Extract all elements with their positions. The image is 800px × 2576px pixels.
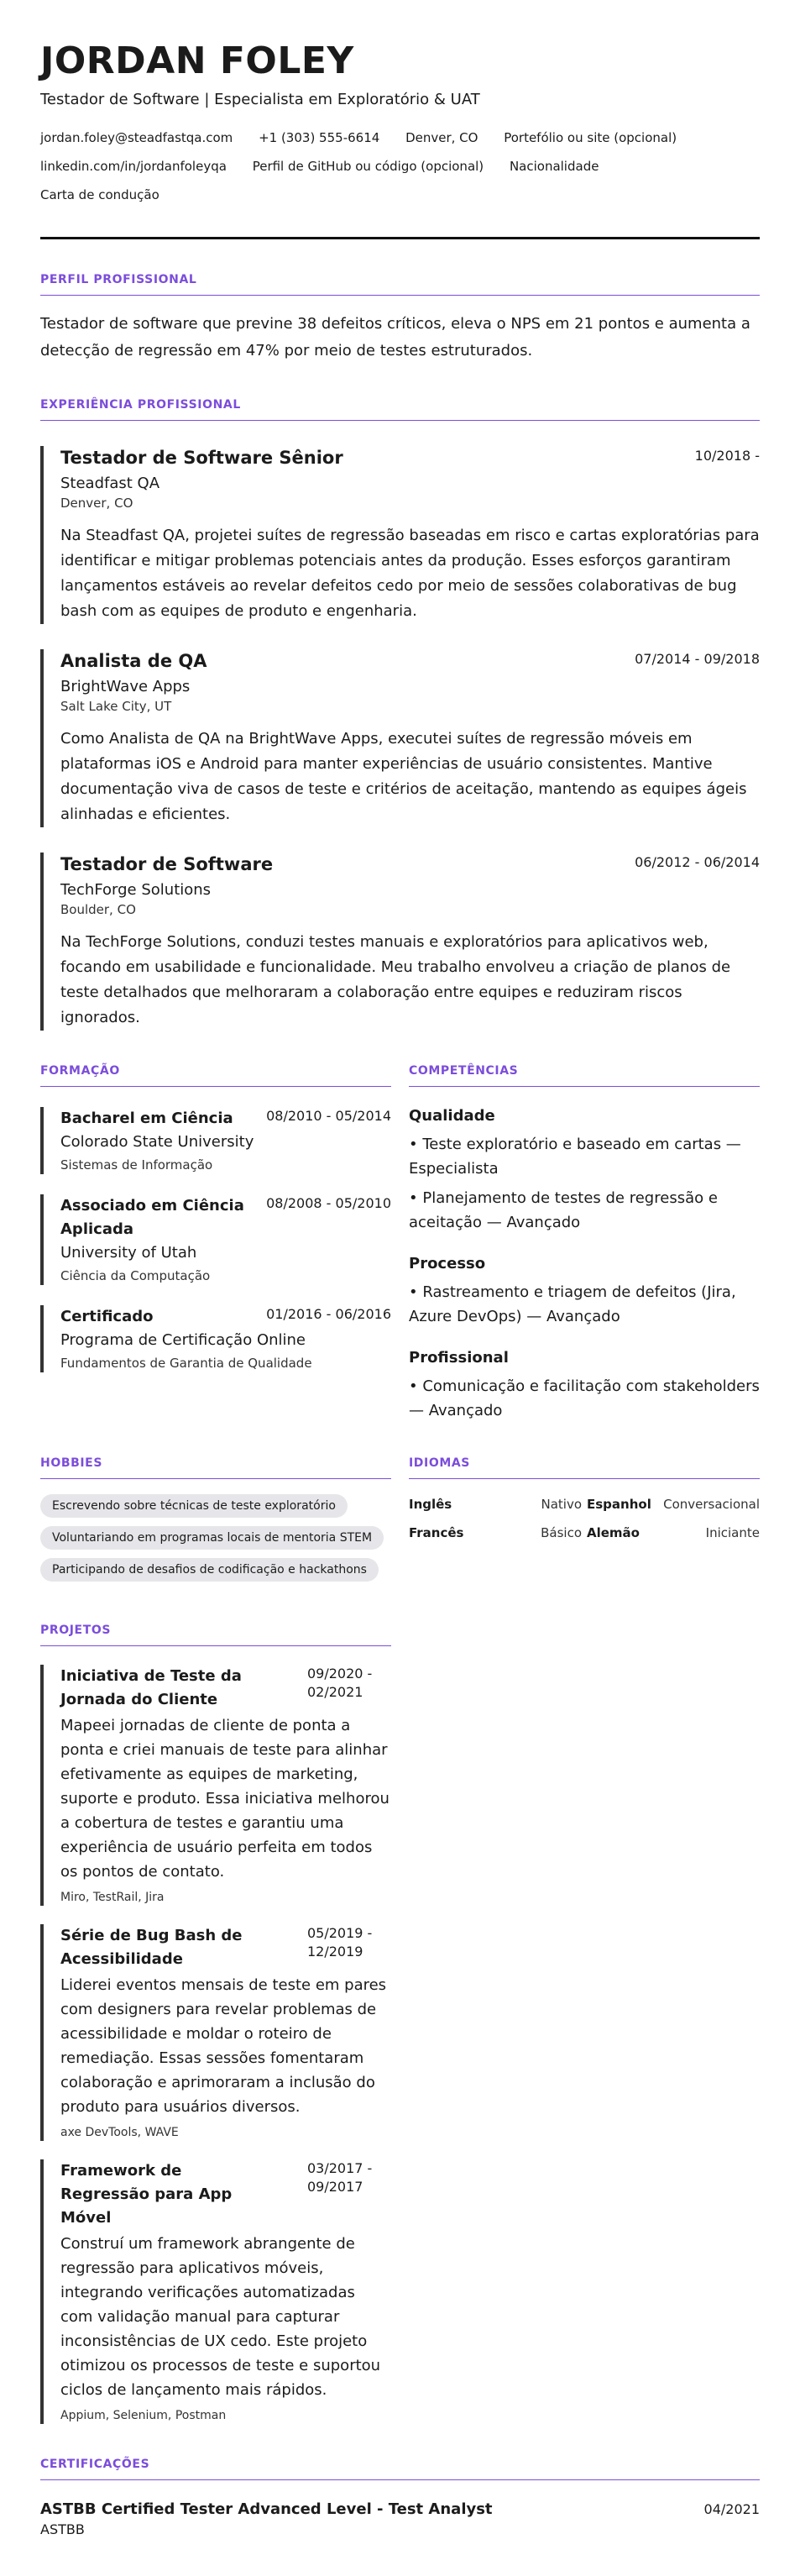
skills-column bbox=[409, 1031, 760, 1423]
experience-entry bbox=[40, 446, 760, 624]
section-title-education: FORMAÇÃO bbox=[40, 1064, 391, 1087]
section-title-skills: COMPETÊNCIAS bbox=[409, 1064, 760, 1087]
education-field: Fundamentos de Garantia de Qualidade bbox=[60, 1356, 312, 1371]
education-degree: Certificado bbox=[60, 1308, 154, 1325]
skill-category: Profissional bbox=[409, 1349, 509, 1367]
project-tools: Appium, Selenium, Postman bbox=[60, 2409, 227, 2422]
contact-nationality: Nacionalidade bbox=[509, 159, 599, 174]
contact-list bbox=[40, 129, 760, 215]
language-entry bbox=[587, 1496, 760, 1513]
skill-item: • Planejamento de testes de regressão e aceitação — Avançado bbox=[409, 1189, 718, 1231]
job-description: Na TechForge Solutions, conduzi testes manuais e exploratórios para aplicativos web, focando em usabilidade e funcionalidade. Meu trabalho envolveu a criação de planos de teste detalhados que melhoraram a colaboração entre equipes e reduziram riscos ignorados. bbox=[60, 933, 731, 1026]
project-tools: Miro, TestRail, Jira bbox=[60, 1891, 165, 1904]
section-title-languages: IDIOMAS bbox=[409, 1456, 760, 1479]
section-title-experience: EXPERIÊNCIA PROFISSIONAL bbox=[40, 398, 760, 421]
language-name: Inglês bbox=[409, 1497, 452, 1512]
project-date: 05/2019 - 12/2019 bbox=[307, 1925, 373, 1960]
contact-linkedin: linkedin.com/in/jordanfoleyqa bbox=[40, 159, 227, 174]
hobbies-column bbox=[40, 1423, 391, 1590]
language-level: Iniciante bbox=[705, 1525, 760, 1540]
language-entry bbox=[587, 1524, 760, 1541]
language-level: Básico bbox=[541, 1525, 582, 1540]
skill-item: • Rastreamento e triagem de defeitos (Jira, Azure DevOps) — Avançado bbox=[409, 1283, 736, 1325]
headline: Testador de Software | Especialista em Exploratório & UAT bbox=[40, 91, 480, 108]
language-entry bbox=[409, 1496, 582, 1513]
projects-column bbox=[40, 1624, 391, 2424]
hobby-chip: Voluntariando em programas locais de mentoria STEM bbox=[40, 1526, 384, 1550]
hobby-chip: Participando de desafios de codificação e hackathons bbox=[40, 1558, 379, 1582]
skill-item: • Comunicação e facilitação com stakeholders — Avançado bbox=[409, 1377, 760, 1419]
section-title-projects: PROJETOS bbox=[40, 1624, 391, 1646]
job-location: Salt Lake City, UT bbox=[60, 699, 172, 714]
hobbies-languages-row bbox=[40, 1423, 760, 1590]
education-field: Sistemas de Informação bbox=[60, 1157, 213, 1173]
education-entry bbox=[40, 1305, 391, 1372]
language-name: Francês bbox=[409, 1525, 464, 1540]
skill-item: • Teste exploratório e baseado em cartas — Especialista bbox=[409, 1136, 741, 1178]
section-title-certifications: CERTIFICAÇÕES bbox=[40, 2458, 760, 2480]
education-entry bbox=[40, 1107, 391, 1174]
job-company: Steadfast QA bbox=[60, 475, 160, 492]
job-title: Testador de Software Sênior bbox=[60, 448, 343, 468]
summary-text: Testador de software que previne 38 defeitos críticos, eleva o NPS em 21 pontos e aumenta a detecção de regressão em 47% por meio de testes estruturados. bbox=[40, 315, 750, 359]
language-name: Alemão bbox=[587, 1525, 640, 1540]
project-date: 03/2017 - 09/2017 bbox=[307, 2160, 373, 2195]
contact-github: Perfil de GitHub ou código (opcional) bbox=[252, 159, 484, 174]
project-entry bbox=[40, 2159, 391, 2424]
job-description: Na Steadfast QA, projetei suítes de regressão baseadas em risco e cartas exploratórias para identificar e mitigar problemas potenciais antes da produção. Esses esforços garantiram lançamentos estáveis ao revelar defeitos cedo por meio de sessões colaborativas de bug bash com as equipes de produto e engenharia. bbox=[60, 527, 760, 620]
job-company: TechForge Solutions bbox=[60, 881, 212, 899]
skill-category: Qualidade bbox=[409, 1107, 495, 1125]
education-degree: Associado em Ciência Aplicada bbox=[60, 1197, 244, 1238]
language-entry bbox=[409, 1524, 582, 1541]
certification-issuer: ASTBB bbox=[40, 2521, 85, 2537]
project-description: Liderei eventos mensais de teste em pares com designers para revelar problemas de acessibilidade e moldar o roteiro de remediação. Essas sessões fomentaram colaboração e aprimoraram a inclusão do produto para usuários diversos. bbox=[60, 1976, 387, 2116]
header-divider bbox=[40, 237, 760, 239]
certification-name: ASTBB Certified Tester Advanced Level - Test Analyst bbox=[40, 2500, 493, 2518]
project-date: 09/2020 - 02/2021 bbox=[307, 1666, 373, 1700]
contact-phone: +1 (303) 555-6614 bbox=[259, 130, 380, 145]
education-date: 08/2008 - 05/2010 bbox=[266, 1195, 391, 1211]
skill-category: Processo bbox=[409, 1255, 486, 1272]
contact-email: jordan.foley@steadfastqa.com bbox=[40, 130, 233, 145]
project-title: Framework de Regressão para App Móvel bbox=[60, 2162, 233, 2227]
education-date: 01/2016 - 06/2016 bbox=[266, 1306, 391, 1322]
certification-entry bbox=[40, 2499, 760, 2539]
education-date: 08/2010 - 05/2014 bbox=[266, 1108, 391, 1124]
project-entry bbox=[40, 1665, 391, 1906]
project-title: Iniciativa de Teste da Jornada do Cliente bbox=[60, 1667, 242, 1708]
education-column bbox=[40, 1031, 391, 1423]
job-title: Analista de QA bbox=[60, 651, 207, 671]
contact-location: Denver, CO bbox=[405, 130, 478, 145]
contact-driving-licence: Carta de condução bbox=[40, 187, 159, 202]
job-date: 10/2018 - bbox=[694, 448, 760, 464]
experience-entry bbox=[40, 649, 760, 827]
language-level: Conversacional bbox=[663, 1497, 760, 1512]
project-title: Série de Bug Bash de Acessibilidade bbox=[60, 1927, 243, 1968]
job-location: Boulder, CO bbox=[60, 902, 136, 917]
section-title-summary: PERFIL PROFISSIONAL bbox=[40, 273, 760, 296]
education-school: Colorado State University bbox=[60, 1133, 254, 1151]
job-title: Testador de Software bbox=[60, 854, 274, 874]
education-field: Ciência da Computação bbox=[60, 1268, 211, 1283]
education-school: University of Utah bbox=[60, 1244, 197, 1262]
section-title-hobbies: HOBBIES bbox=[40, 1456, 391, 1479]
project-entry bbox=[40, 1924, 391, 2141]
languages-column bbox=[409, 1423, 760, 1590]
job-location: Denver, CO bbox=[60, 496, 133, 511]
education-degree: Bacharel em Ciência bbox=[60, 1110, 233, 1127]
hobby-list bbox=[40, 1494, 391, 1590]
project-description: Mapeei jornadas de cliente de ponta a ponta e criei manuais de teste para alinhar efetivamente as equipes de marketing, suporte e produto. Essa iniciativa melhorou a cobertura de testes e garantiu uma experiência de usuário perfeita em todos os pontos de contato. bbox=[60, 1717, 390, 1881]
job-company: BrightWave Apps bbox=[60, 678, 191, 695]
education-skills-row bbox=[40, 1031, 760, 1423]
hobby-chip: Escrevendo sobre técnicas de teste exploratório bbox=[40, 1494, 348, 1518]
education-entry bbox=[40, 1194, 391, 1285]
language-level: Nativo bbox=[541, 1497, 582, 1512]
education-school: Programa de Certificação Online bbox=[60, 1331, 306, 1349]
experience-entry bbox=[40, 853, 760, 1031]
language-list bbox=[409, 1496, 760, 1541]
job-description: Como Analista de QA na BrightWave Apps, executei suítes de regressão móveis em plataformas iOS e Android para manter experiências de usuário consistentes. Mantive documentação viva de casos de teste e critérios de aceitação, mantendo as equipes ágeis alinhadas e eficientes. bbox=[60, 730, 747, 823]
candidate-name: JORDAN FOLEY bbox=[40, 39, 354, 82]
contact-portfolio: Portefólio ou site (opcional) bbox=[504, 130, 677, 145]
project-tools: axe DevTools, WAVE bbox=[60, 2126, 179, 2139]
job-date: 06/2012 - 06/2014 bbox=[635, 854, 760, 870]
language-name: Espanhol bbox=[587, 1497, 651, 1512]
job-date: 07/2014 - 09/2018 bbox=[635, 651, 760, 667]
project-description: Construí um framework abrangente de regressão para aplicativos móveis, integrando verificações automatizadas com validação manual para capturar inconsistências de UX cedo. Este projeto otimizou os processos de teste e suportou ciclos de lançamento mais rápidos. bbox=[60, 2235, 381, 2399]
certification-date: 04/2021 bbox=[703, 2501, 760, 2517]
